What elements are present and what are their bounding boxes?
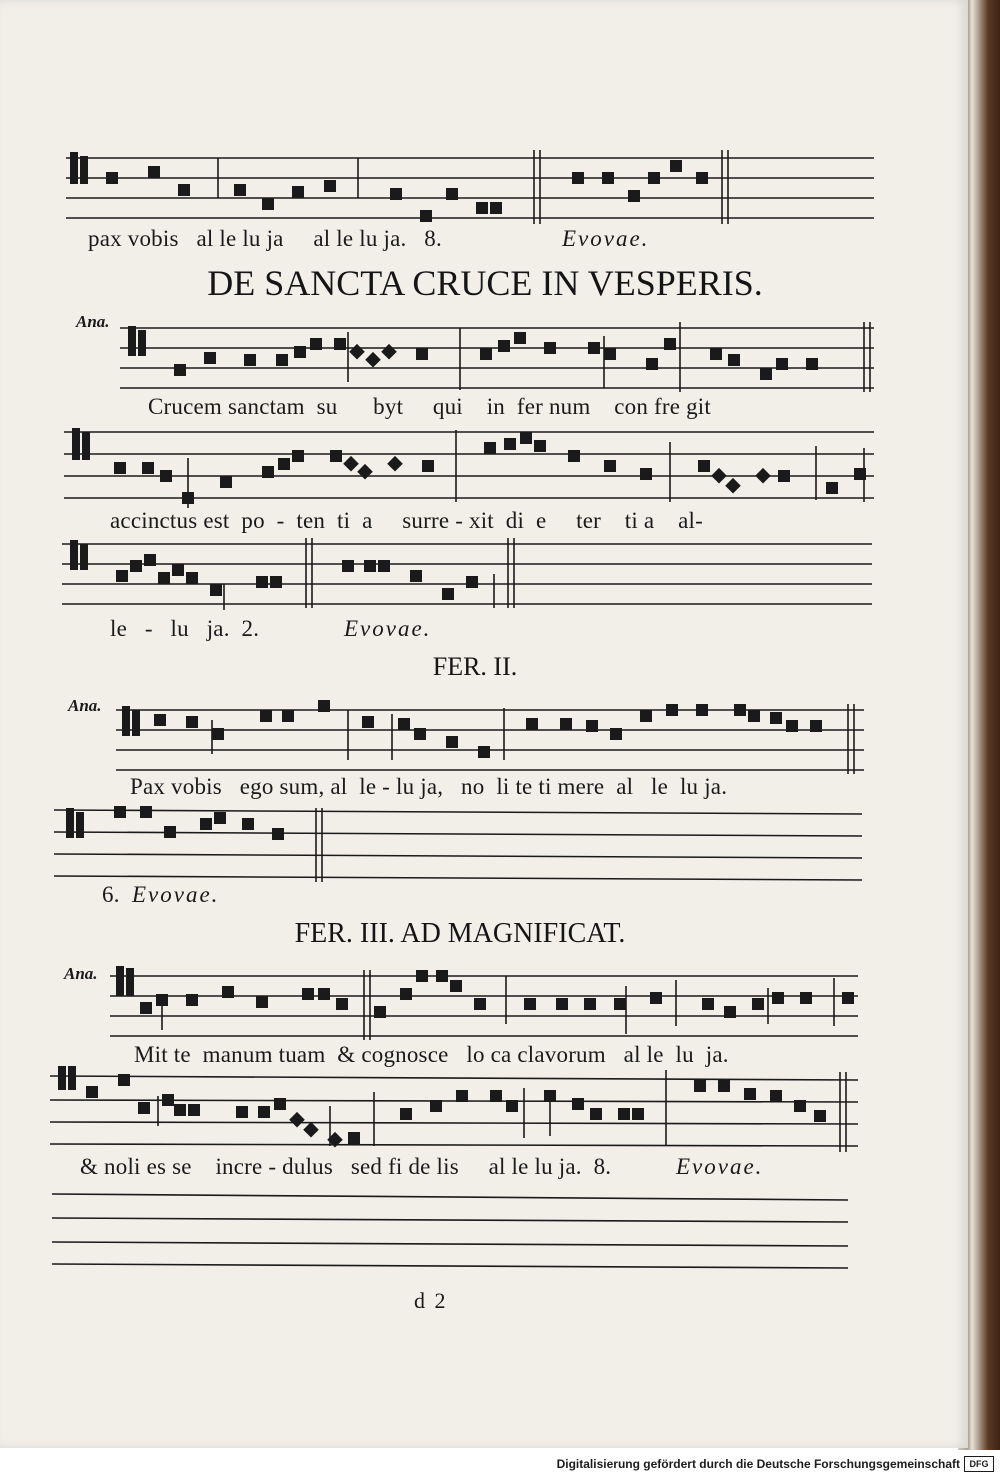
staff-8 (50, 1066, 862, 1156)
lyrics-fer2-line1: Pax vobis ego sum, al le - lu ja, no li te ti mere al le lu ja. (130, 774, 728, 799)
staff-2 (120, 318, 876, 398)
staff-empty-lines (52, 1188, 852, 1272)
staff-1-notation (66, 148, 876, 228)
staff-3 (64, 422, 876, 512)
staff-8-notation (50, 1066, 862, 1156)
lyrics-cruce-line3: le - lu ja. 2. (110, 616, 260, 641)
page-signature: d 2 (414, 1288, 448, 1313)
staff-5-notation (116, 700, 868, 780)
lyrics-fer2-line2: 6. (102, 882, 120, 907)
lyrics-fer3-line1: Mit te manum tuam & cognosce lo ca clavorum al le lu ja. (134, 1042, 729, 1067)
ana-label-fer2: Ana. (68, 696, 102, 715)
staff-4-notation (62, 534, 874, 614)
staff-6-notation (54, 800, 864, 886)
dfg-logo-icon: DFG (964, 1456, 994, 1472)
ana-label-cruce: Ana. (76, 312, 110, 331)
lyrics-line-top: pax vobis al le lu ja al le lu ja. 8. (88, 226, 442, 251)
staff-4 (62, 534, 874, 614)
lyrics-cruce-line1: Crucem sanctam su byt qui in fer num con fre git (148, 394, 711, 419)
staff-1 (66, 148, 876, 228)
staff-2-notation (120, 318, 876, 398)
staff-6 (54, 800, 864, 886)
evovae-fer2: Evovae. (132, 882, 220, 907)
evovae-top: Evovae. (562, 226, 650, 251)
staff-5 (116, 700, 868, 780)
evovae-fer3: Evovae. (676, 1154, 764, 1179)
staff-3-notation (64, 422, 876, 512)
heading-fer-iii: FER. III. AD MAGNIFICAT. (294, 918, 626, 949)
evovae-cruce: Evovae. (344, 616, 432, 641)
lyrics-fer3-line2: & noli es se incre - dulus sed fi de lis al le lu ja. 8. (80, 1154, 612, 1179)
staff-7-notation (110, 966, 862, 1046)
staff-empty (52, 1188, 852, 1272)
staff-7 (110, 966, 862, 1046)
digitization-footer (0, 1452, 1000, 1475)
ana-label-fer3: Ana. (64, 964, 98, 983)
heading-fer-ii: FER. II. (432, 652, 518, 681)
lyrics-cruce-line2: accinctus est po - ten ti a surre - xit di e ter ti a al- (110, 508, 703, 533)
heading-sancta-cruce: DE SANCTA CRUCE IN VESPERIS. (207, 263, 763, 303)
footer-credit: Digitalisierung gefördert durch die Deutsche Forschungsgemeinschaft (556, 1457, 960, 1471)
